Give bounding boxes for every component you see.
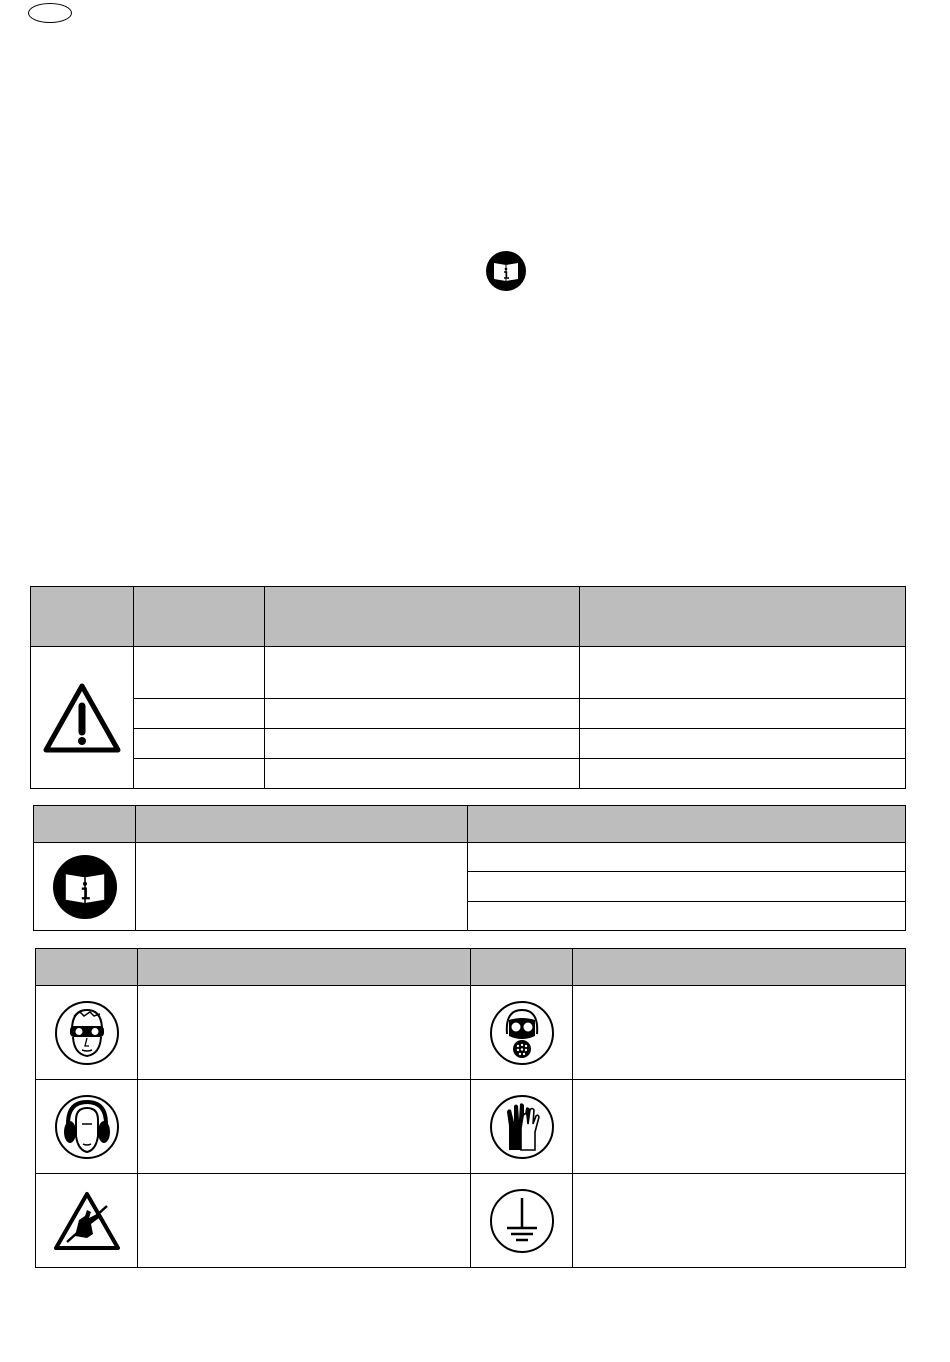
read-instructions-icon [53,855,117,919]
table-header-row [31,587,906,647]
icon-cell [31,647,134,789]
icon-cell [471,986,573,1080]
table-cell [580,699,906,729]
table-cell [580,729,906,759]
icon-cell [36,1174,138,1268]
table-cell [265,699,580,729]
table-row [36,986,906,1080]
table-row [36,1174,906,1268]
table-row [34,843,906,872]
table-row [31,699,906,729]
safety-goggles-icon [54,1000,120,1066]
header-cell [136,806,468,843]
table-row [31,729,906,759]
icon-cell [471,1174,573,1268]
table-cell [580,759,906,789]
table-cell [468,843,906,872]
table-cell [138,1080,471,1174]
icon-cell [471,1080,573,1174]
table-cell [138,986,471,1080]
esd-warning-icon [53,1190,121,1252]
ear-protection-icon [54,1094,120,1160]
respirator-mask-icon [489,1000,555,1066]
table-cell [468,902,906,931]
language-code-badge [28,3,72,23]
ground-connection-icon [489,1188,555,1254]
table-cell [468,872,906,902]
table-cell [138,1174,471,1268]
header-cell [580,587,906,647]
description-cell [136,843,468,931]
table-cell [134,759,265,789]
icon-cell [36,1080,138,1174]
info-table [33,805,906,931]
table-cell [265,729,580,759]
table-cell [134,647,265,699]
icon-cell [34,843,136,931]
table-cell [580,647,906,699]
warning-triangle-icon [42,682,122,754]
header-cell [36,949,138,986]
table-cell [134,729,265,759]
table-row [31,647,906,699]
header-cell [31,587,134,647]
table-cell [573,1080,906,1174]
table-header-row [36,949,906,986]
ppe-table [35,948,906,1268]
read-instructions-icon [486,251,526,291]
header-cell [34,806,136,843]
hazard-table [30,586,906,789]
header-cell [573,949,906,986]
header-cell [138,949,471,986]
table-cell [265,647,580,699]
table-cell [134,699,265,729]
protective-gloves-icon [489,1094,555,1160]
table-row [31,759,906,789]
table-cell [573,1174,906,1268]
icon-cell [36,986,138,1080]
table-row [36,1080,906,1174]
table-cell [573,986,906,1080]
header-cell [134,587,265,647]
header-cell [471,949,573,986]
table-cell [265,759,580,789]
header-cell [468,806,906,843]
header-cell [265,587,580,647]
table-header-row [34,806,906,843]
